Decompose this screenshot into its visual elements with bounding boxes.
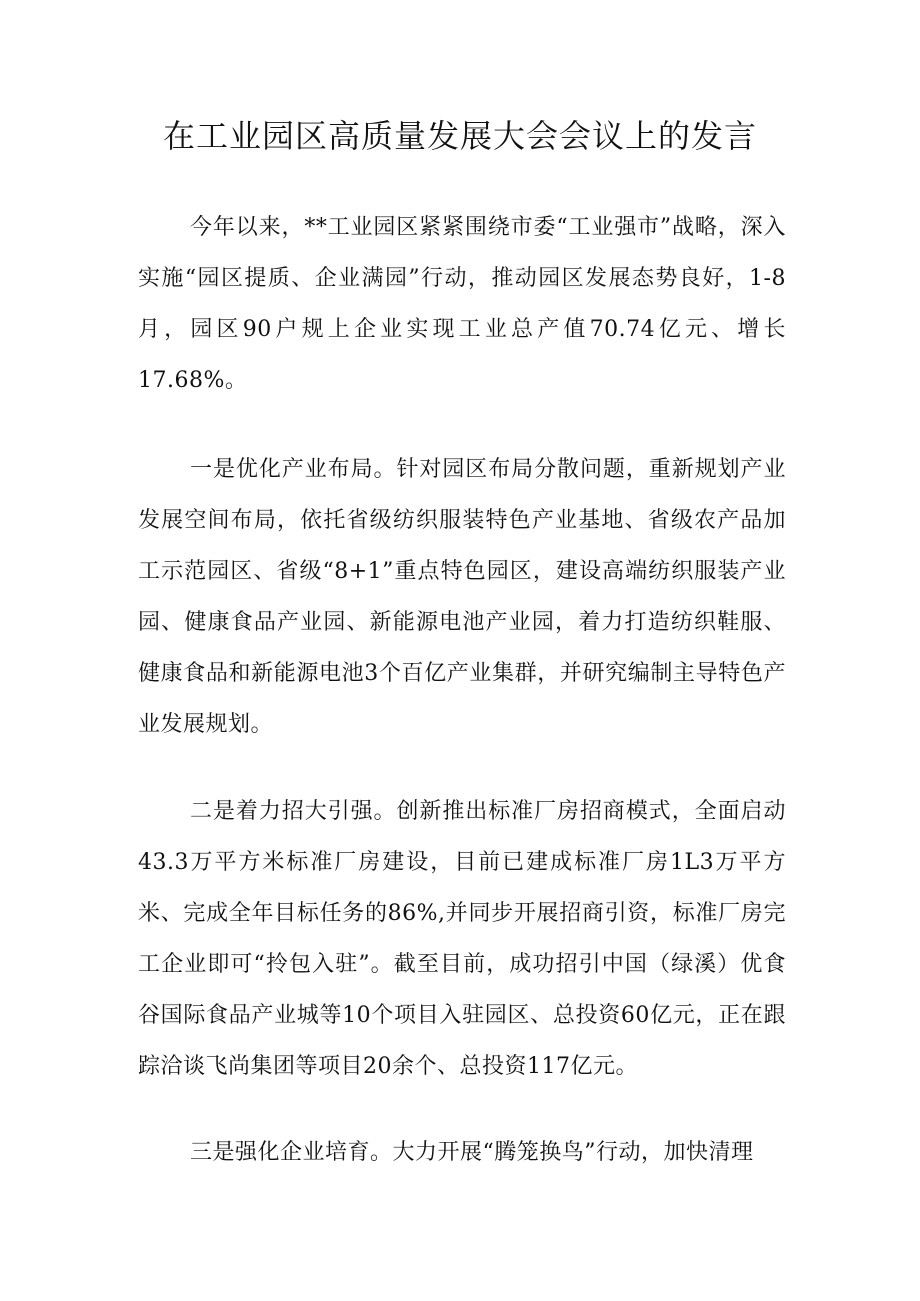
paragraph-investment: 二是着力招大引强。创新推出标准厂房招商模式，全面启动43.3万平方米标准厂房建设，目前已建成标准厂房1L3万平方米、完成全年目标任务的86%,并同步开展招商引资，标准厂房完工企业即可“拎包入驻”。截至目前，成功招引中国（绿溪）优食谷国际食品产业城等10个项目入驻园区、总投资60亿元，正在跟踪洽谈飞尚集团等项目20余个、总投资117亿元。: [138, 799, 786, 1079]
paragraph-industry-layout: 一是优化产业布局。针对园区布局分散问题，重新规划产业发展空间布局，依托省级纺织服装特色产业基地、省级农产品加工示范园区、省级“8+1”重点特色园区，建设高端纺织服装产业园、健康食品产业园、新能源电池产业园，着力打造纺织鞋服、健康食品和新能源电池3个百亿产业集群，并研究编制主导特色产业发展规划。: [138, 457, 786, 737]
document-title: 在工业园区高质量发展大会会议上的发言: [162, 117, 757, 155]
paragraph-intro: 今年以来，**工业园区紧紧围绕市委“工业强市”战略，深入实施“园区提质、企业满园”行动，推动园区发展态势良好，1-8月，园区90户规上企业实现工业总产值70.74亿元、增长17.68%。: [138, 215, 786, 393]
paragraph-enterprise-cultivation: 三是强化企业培育。大力开展“腾笼换鸟”行动，加快清理: [190, 1140, 754, 1165]
